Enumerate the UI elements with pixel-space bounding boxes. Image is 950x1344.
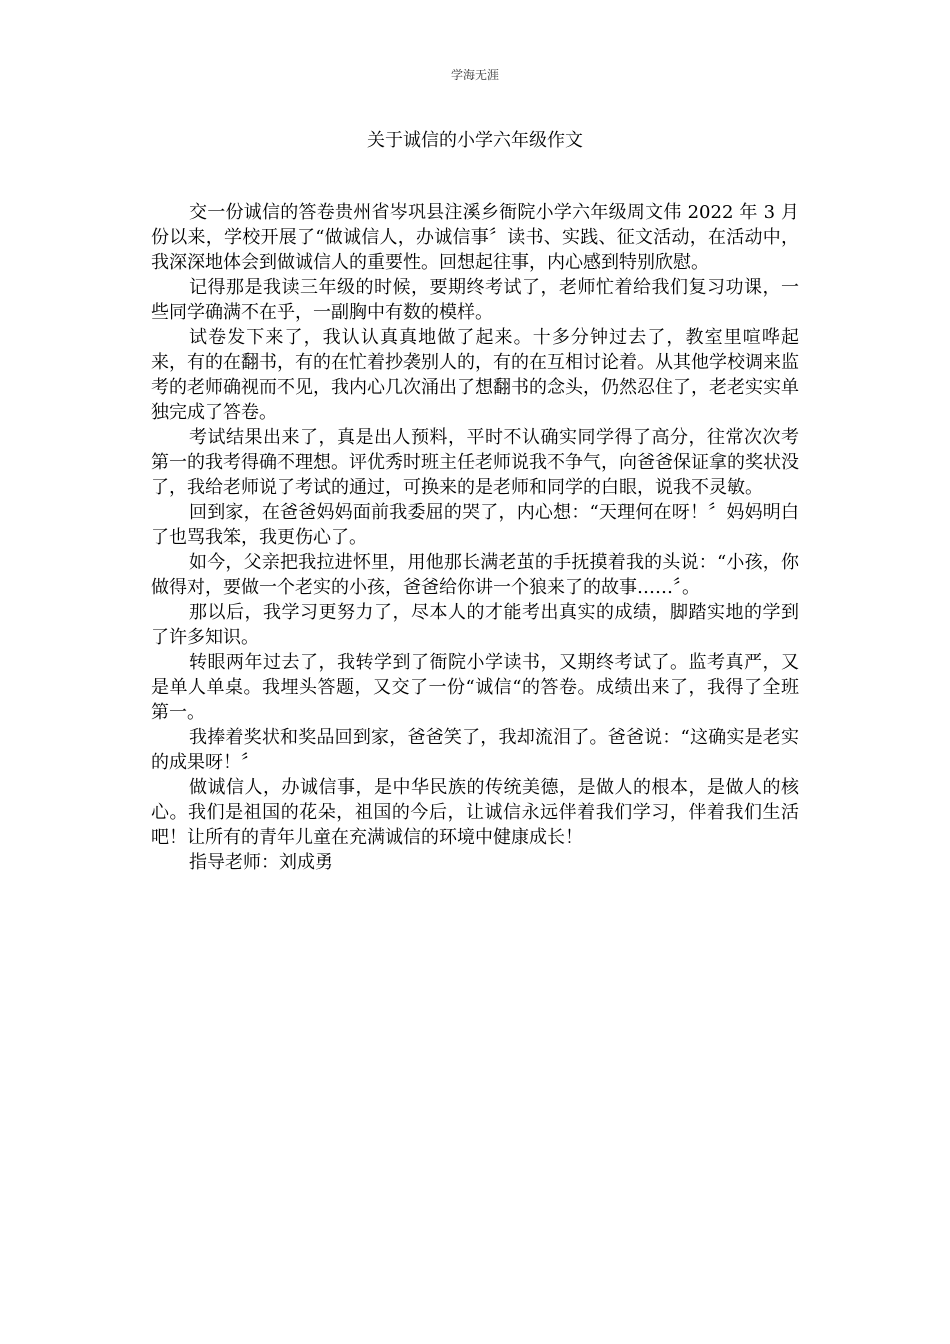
signature-line: 指导老师：刘成勇 <box>189 852 333 873</box>
paragraph: 那以后，我学习更努力了，尽本人的才能考出真实的成绩，脚踏实地的学到了许多知识。 <box>151 602 799 648</box>
paragraph: 转眼两年过去了，我转学到了衙院小学读书，又期终考试了。监考真严，又是单人单桌。我埋头答题，又交了一份“诚信“的答卷。成绩出来了，我得了全班第一。 <box>151 652 799 723</box>
paragraph: 做诚信人，办诚信事，是中华民族的传统美德，是做人的根本，是做人的核心。我们是祖国的花朵，祖国的今后，让诚信永远伴着我们学习，伴着我们生活吧！让所有的青年儿童在充满诚信的环境中健康成长！ <box>151 777 799 848</box>
paragraph: 交一份诚信的答卷贵州省岑巩县注溪乡衙院小学六年级周文伟 2022 年 3 月份以来，学校开展了“做诚信人，办诚信事〞读书、实践、征文活动，在活动中，我深深地体会到做诚信人的重要性。回想起往事，内心感到特别欣慰。 <box>151 202 799 273</box>
paragraph: 试卷发下来了，我认认真真地做了起来。十多分钟过去了，教室里喧哗起来，有的在翻书，有的在忙着抄袭别人的，有的在互相讨论着。从其他学校调来监考的老师确视而不见，我内心几次涌出了想翻书的念头，仍然忍住了，老老实实单独完成了答卷。 <box>151 327 799 423</box>
paragraph: 我捧着奖状和奖品回到家，爸爸笑了，我却流泪了。爸爸说：“这确实是老实的成果呀！〞 <box>151 727 799 773</box>
paragraph: 考试结果出来了，真是出人预料，平时不认确实同学得了高分，往常次次考第一的我考得确不理想。评优秀时班主任老师说我不争气，向爸爸保证拿的奖状没了，我给老师说了考试的通过，可换来的是老师和同学的白眼，说我不灵敏。 <box>151 427 799 498</box>
document-title: 关于诚信的小学六年级作文 <box>367 130 583 151</box>
paragraph: 如今，父亲把我拉进怀里，用他那长满老茧的手抚摸着我的头说：“小孩，你做得对，要做一个老实的小孩，爸爸给你讲一个狼来了的故事……〞。 <box>151 552 799 598</box>
document-body <box>151 200 799 875</box>
paragraph: 回到家，在爸爸妈妈面前我委屈的哭了，内心想：“天理何在呀！〞妈妈明白了也骂我笨，我更伤心了。 <box>151 502 799 548</box>
paragraph: 记得那是我读三年级的时候，要期终考试了，老师忙着给我们复习功课，一些同学确满不在乎，一副胸中有数的模样。 <box>151 277 799 323</box>
page-header: 学海无涯 <box>450 68 499 82</box>
